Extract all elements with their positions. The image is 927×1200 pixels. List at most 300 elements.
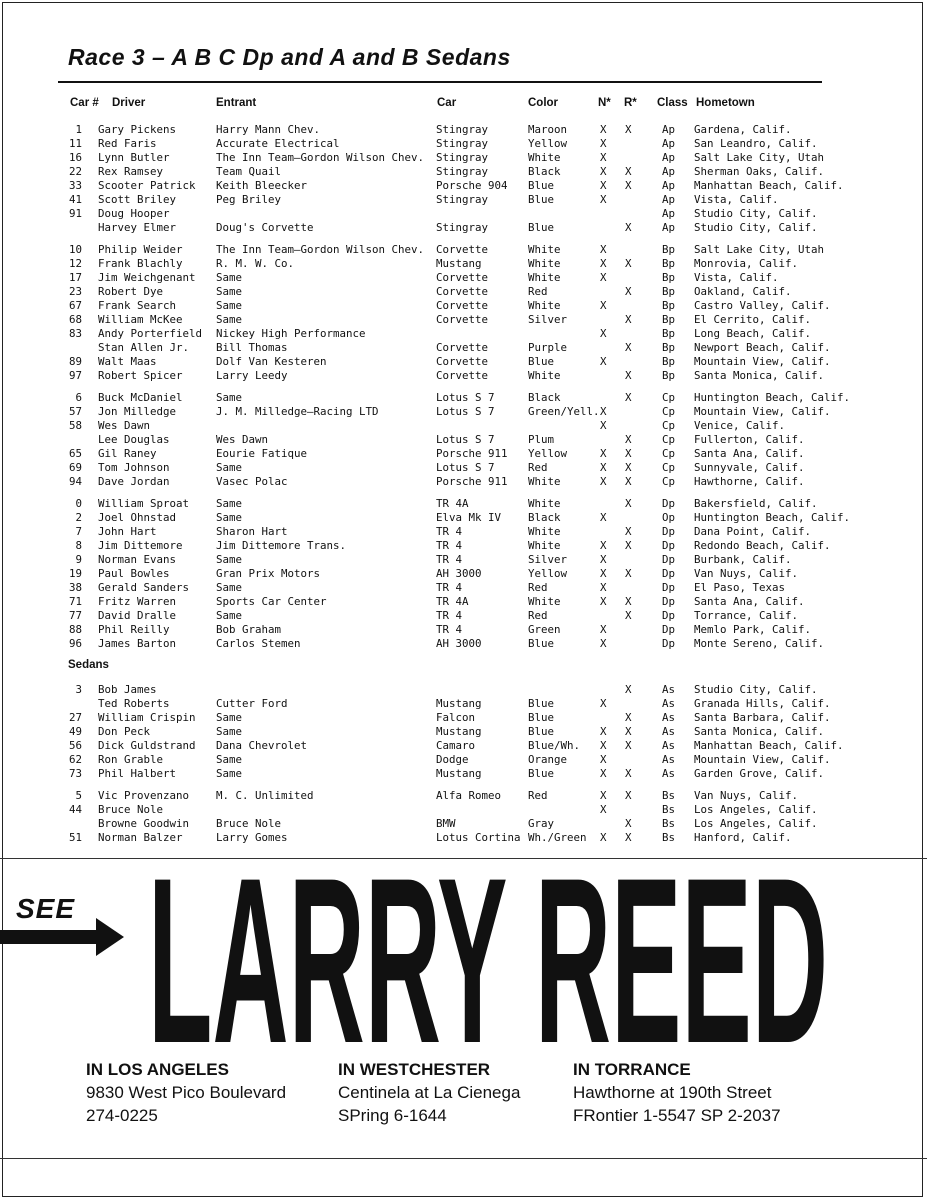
cell-novice-mark: X [600,271,607,284]
cell-class: Bp [662,243,676,256]
cell-hometown: Santa Monica, Calif. [694,725,825,738]
cell-class: Ap [662,207,676,220]
cell-entrant: Harry Mann Chev. [216,123,321,136]
cell-car-number: 88 [68,623,82,636]
cell-car-number: 57 [68,405,82,418]
cell-car-number: 17 [68,271,82,284]
cell-car: Porsche 911 [436,447,508,460]
cell-car: Mustang [436,725,482,738]
cell-hometown: Redondo Beach, Calif. [694,539,831,552]
cell-novice-mark: X [600,137,607,150]
cell-rookie-mark: X [625,711,632,724]
cell-entrant: Same [216,725,243,738]
cell-novice-mark: X [600,355,607,368]
cell-rookie-mark: X [625,497,632,510]
cell-class: Bs [662,789,676,802]
cell-hometown: El Cerrito, Calif. [694,313,812,326]
cell-novice-mark: X [600,767,607,780]
table-row [0,475,927,489]
cell-car-number: 94 [68,475,82,488]
col-header-n: N* [598,97,611,109]
cell-novice-mark: X [600,623,607,636]
cell-rookie-mark: X [625,539,632,552]
cell-car-number: 91 [68,207,82,220]
cell-driver: Gary Pickens [98,123,177,136]
cell-driver: Phil Reilly [98,623,170,636]
table-row [0,179,927,193]
table-row [0,243,927,257]
cell-driver: Norman Evans [98,553,177,566]
table-row [0,553,927,567]
cell-car: Porsche 904 [436,179,508,192]
cell-car: Stingray [436,193,489,206]
cell-car: TR 4 [436,525,463,538]
cell-entrant: Nickey High Performance [216,327,366,340]
cell-rookie-mark: X [625,341,632,354]
cell-driver: Phil Halbert [98,767,177,780]
cell-entrant: Same [216,711,243,724]
cell-entrant: Same [216,271,243,284]
cell-color: Green/Yell. [528,405,600,418]
cell-driver: Tom Johnson [98,461,170,474]
cell-novice-mark: X [600,539,607,552]
cell-color: Silver [528,553,568,566]
cell-driver: Jon Milledge [98,405,177,418]
cell-car: Corvette [436,271,489,284]
cell-color: Green [528,623,561,636]
cell-novice-mark: X [600,553,607,566]
table-row [0,433,927,447]
cell-driver: Robert Spicer [98,369,183,382]
cell-hometown: Newport Beach, Calif. [694,341,831,354]
cell-hometown: Bakersfield, Calif. [694,497,818,510]
cell-novice-mark: X [600,637,607,650]
cell-class: Ap [662,165,676,178]
cell-car: Lotus Cortina [436,831,521,844]
cell-color: Red [528,461,548,474]
cell-color: White [528,525,561,538]
cell-class: Op [662,511,676,524]
cell-color: Blue [528,355,555,368]
cell-novice-mark: X [600,257,607,270]
cell-driver: Jim Dittemore [98,539,183,552]
table-row [0,447,927,461]
cell-color: Black [528,391,561,404]
cell-rookie-mark: X [625,609,632,622]
cell-car: Falcon [436,711,476,724]
cell-driver: James Barton [98,637,177,650]
cell-entrant: Same [216,461,243,474]
cell-novice-mark: X [600,405,607,418]
cell-class: Bp [662,285,676,298]
cell-car: TR 4 [436,553,463,566]
cell-car: TR 4 [436,609,463,622]
cell-entrant: Sharon Hart [216,525,288,538]
cell-rookie-mark: X [625,165,632,178]
cell-color: Blue [528,711,555,724]
cell-driver: Fritz Warren [98,595,177,608]
cell-hometown: Long Beach, Calif. [694,327,812,340]
cell-color: Blue/Wh. [528,739,581,752]
location-torrance [573,1058,781,1127]
cell-car: Stingray [436,137,489,150]
cell-entrant: J. M. Milledge—Racing LTD [216,405,379,418]
table-row [0,725,927,739]
ad-see-text: SEE [16,893,76,924]
cell-driver: William McKee [98,313,183,326]
table-row [0,497,927,511]
cell-entrant: Wes Dawn [216,433,269,446]
cell-class: Bp [662,257,676,270]
cell-class: Dp [662,637,676,650]
cell-class: Dp [662,595,676,608]
cell-class: As [662,739,676,752]
cell-class: Cp [662,391,676,404]
cell-hometown: Los Angeles, Calif. [694,817,818,830]
cell-hometown: Vista, Calif. [694,271,779,284]
cell-hometown: Torrance, Calif. [694,609,799,622]
cell-color: Black [528,165,561,178]
cell-novice-mark: X [600,595,607,608]
cell-color: White [528,151,561,164]
cell-class: Cp [662,461,676,474]
cell-driver: Rex Ramsey [98,165,164,178]
cell-color: Blue [528,637,555,650]
cell-driver: Bruce Nole [98,803,164,816]
cell-car: Stingray [436,123,489,136]
cell-class: Bp [662,313,676,326]
cell-color: Yellow [528,447,568,460]
cell-color: Yellow [528,567,568,580]
cell-novice-mark: X [600,461,607,474]
table-row [0,511,927,525]
cell-class: Bs [662,817,676,830]
location-heading: IN TORRANCE [573,1060,691,1079]
cell-novice-mark: X [600,193,607,206]
cell-car: Lotus S 7 [436,461,495,474]
cell-entrant: Gran Prix Motors [216,567,321,580]
cell-driver: Buck McDaniel [98,391,183,404]
cell-entrant: Team Quail [216,165,282,178]
cell-hometown: Studio City, Calif. [694,683,818,696]
cell-rookie-mark: X [625,285,632,298]
cell-car: Stingray [436,151,489,164]
cell-rookie-mark: X [625,817,632,830]
cell-novice-mark: X [600,803,607,816]
cell-car-number: 7 [75,525,82,538]
cell-entrant: Dolf Van Kesteren [216,355,327,368]
cell-driver: Lynn Butler [98,151,170,164]
table-row [0,767,927,781]
cell-hometown: Granada Hills, Calif. [694,697,831,710]
col-header-entrant: Entrant [216,97,257,109]
cell-class: Bp [662,299,676,312]
cell-car: Alfa Romeo [436,789,502,802]
cell-class: As [662,697,676,710]
cell-novice-mark: X [600,725,607,738]
cell-novice-mark: X [600,327,607,340]
cell-color: Purple [528,341,568,354]
cell-driver: Bob James [98,683,157,696]
cell-car-number: 65 [68,447,82,460]
cell-car: Mustang [436,697,482,710]
cell-color: White [528,539,561,552]
cell-class: Dp [662,623,676,636]
location-heading: IN LOS ANGELES [86,1060,229,1079]
cell-rookie-mark: X [625,525,632,538]
cell-class: Bp [662,327,676,340]
cell-class: Bs [662,803,676,816]
cell-car-number: 97 [68,369,82,382]
cell-driver: Browne Goodwin [98,817,190,830]
cell-hometown: Garden Grove, Calif. [694,767,825,780]
cell-class: Bp [662,369,676,382]
cell-rookie-mark: X [625,739,632,752]
cell-hometown: Mountain View, Calif. [694,405,831,418]
cell-car: Corvette [436,243,489,256]
cell-color: White [528,271,561,284]
cell-car-number: 10 [68,243,82,256]
cell-novice-mark: X [600,447,607,460]
cell-car-number: 62 [68,753,82,766]
cell-class: As [662,711,676,724]
cell-hometown: Sunnyvale, Calif. [694,461,805,474]
cell-driver: Robert Dye [98,285,164,298]
cell-class: Ap [662,193,676,206]
col-header-class: Class [657,97,688,109]
cell-car-number: 49 [68,725,82,738]
cell-class: As [662,725,676,738]
cell-car-number: 68 [68,313,82,326]
cell-color: White [528,299,561,312]
cell-driver: Andy Porterfield [98,327,203,340]
cell-rookie-mark: X [625,461,632,474]
table-row [0,341,927,355]
cell-novice-mark: X [600,831,607,844]
cell-hometown: Hawthorne, Calif. [694,475,805,488]
cell-entrant: Bill Thomas [216,341,288,354]
cell-entrant: Larry Leedy [216,369,288,382]
cell-car: TR 4A [436,497,469,510]
col-header-car-number: Car # [70,97,99,109]
col-header-color: Color [528,97,559,109]
table-row [0,539,927,553]
table-row [0,789,927,803]
table-row [0,595,927,609]
cell-entrant: Same [216,511,243,524]
table-row [0,405,927,419]
cell-car-number: 2 [75,511,82,524]
cell-car-number: 23 [68,285,82,298]
cell-car: Mustang [436,767,482,780]
cell-car: Lotus S 7 [436,391,495,404]
cell-entrant: Same [216,767,243,780]
cell-color: White [528,497,561,510]
table-row [0,711,927,725]
cell-rookie-mark: X [625,447,632,460]
cell-rookie-mark: X [625,567,632,580]
table-row [0,461,927,475]
cell-class: Bs [662,831,676,844]
location-address: Centinela at La Cienega [338,1083,521,1102]
table-row [0,391,927,405]
cell-hometown: Van Nuys, Calif. [694,567,799,580]
cell-entrant: Same [216,581,243,594]
cell-hometown: Monrovia, Calif. [694,257,799,270]
cell-entrant: Same [216,299,243,312]
cell-car-number: 38 [68,581,82,594]
cell-car-number: 56 [68,739,82,752]
cell-car: Camaro [436,739,476,752]
cell-hometown: Santa Ana, Calif. [694,595,805,608]
cell-car-number: 58 [68,419,82,432]
table-row [0,137,927,151]
cell-driver: William Crispin [98,711,196,724]
cell-color: Red [528,285,548,298]
cell-entrant: Same [216,285,243,298]
cell-color: Blue [528,697,555,710]
cell-entrant: Jim Dittemore Trans. [216,539,347,552]
cell-hometown: Sherman Oaks, Calif. [694,165,825,178]
cell-car: BMW [436,817,456,830]
cell-hometown: Salt Lake City, Utah [694,243,825,256]
cell-color: White [528,243,561,256]
cell-driver: Scott Briley [98,193,177,206]
cell-class: Bp [662,341,676,354]
cell-hometown: Vista, Calif. [694,193,779,206]
cell-car-number: 89 [68,355,82,368]
cell-driver: Scooter Patrick [98,179,196,192]
cell-hometown: Van Nuys, Calif. [694,789,799,802]
cell-rookie-mark: X [625,123,632,136]
cell-car: Corvette [436,341,489,354]
cell-driver: Gerald Sanders [98,581,190,594]
cell-novice-mark: X [600,165,607,178]
cell-hometown: Mountain View, Calif. [694,355,831,368]
cell-hometown: Mountain View, Calif. [694,753,831,766]
cell-color: Red [528,609,548,622]
cell-rookie-mark: X [625,257,632,270]
cell-driver: Vic Provenzano [98,789,190,802]
table-row [0,165,927,179]
table-row [0,803,927,817]
table-row [0,697,927,711]
cell-car: TR 4 [436,539,463,552]
table-row [0,355,927,369]
cell-entrant: Same [216,497,243,510]
cell-entrant: Same [216,753,243,766]
cell-car: AH 3000 [436,567,482,580]
location-address: 9830 West Pico Boulevard [86,1083,287,1102]
cell-class: Cp [662,405,676,418]
cell-entrant: Sports Car Center [216,595,327,608]
cell-rookie-mark: X [625,767,632,780]
cell-hometown: Huntington Beach, Calif. [694,511,851,524]
cell-class: Bp [662,355,676,368]
cell-hometown: Huntington Beach, Calif. [694,391,851,404]
table-row [0,683,927,697]
cell-car: Mustang [436,257,482,270]
table-row [0,257,927,271]
cell-rookie-mark: X [625,313,632,326]
cell-hometown: Los Angeles, Calif. [694,803,818,816]
cell-color: White [528,257,561,270]
cell-driver: John Hart [98,525,157,538]
cell-driver: Joel Ohnstad [98,511,177,524]
cell-color: Blue [528,767,555,780]
cell-car: TR 4 [436,623,463,636]
cell-hometown: Santa Ana, Calif. [694,447,805,460]
cell-class: As [662,767,676,780]
cell-car: Lotus S 7 [436,405,495,418]
cell-driver: Gil Raney [98,447,157,460]
cell-entrant: Eourie Fatique [216,447,308,460]
cell-hometown: Castro Valley, Calif. [694,299,831,312]
cell-driver: Dave Jordan [98,475,170,488]
cell-hometown: Santa Monica, Calif. [694,369,825,382]
table-row [0,327,927,341]
cell-rookie-mark: X [625,391,632,404]
cell-hometown: San Leandro, Calif. [694,137,818,150]
cell-rookie-mark: X [625,475,632,488]
cell-driver: William Sproat [98,497,190,510]
cell-car-number: 41 [68,193,82,206]
cell-class: As [662,683,676,696]
cell-color: Blue [528,179,555,192]
ad-name-text: LARRY REED [148,850,828,1056]
location-address: Hawthorne at 190th Street [573,1083,772,1102]
cell-class: As [662,753,676,766]
cell-driver: Don Peck [98,725,151,738]
cell-hometown: Venice, Calif. [694,419,786,432]
col-header-r: R* [624,97,637,109]
cell-color: Blue [528,221,555,234]
table-row [0,609,927,623]
cell-novice-mark: X [600,511,607,524]
cell-class: Dp [662,539,676,552]
cell-color: White [528,595,561,608]
cell-car-number: 12 [68,257,82,270]
cell-class: Cp [662,419,676,432]
location-los-angeles [86,1058,286,1127]
cell-car-number: 69 [68,461,82,474]
cell-car-number: 5 [75,789,82,802]
cell-driver: Frank Search [98,299,177,312]
table-row [0,299,927,313]
cell-rookie-mark: X [625,179,632,192]
cell-rookie-mark: X [625,433,632,446]
cell-entrant: Same [216,609,243,622]
cell-car-number: 73 [68,767,82,780]
cell-class: Cp [662,433,676,446]
cell-car-number: 33 [68,179,82,192]
cell-hometown: Salt Lake City, Utah [694,151,825,164]
cell-class: Bp [662,271,676,284]
cell-color: Black [528,511,561,524]
cell-driver: Paul Bowles [98,567,170,580]
cell-hometown: Hanford, Calif. [694,831,792,844]
cell-car-number: 8 [75,539,82,552]
cell-car: AH 3000 [436,637,482,650]
cell-car-number: 27 [68,711,82,724]
cell-car: Corvette [436,369,489,382]
col-header-car: Car [437,97,457,109]
cell-car: Corvette [436,355,489,368]
cell-driver: Doug Hooper [98,207,170,220]
table-row [0,567,927,581]
table-row [0,151,927,165]
cell-novice-mark: X [600,739,607,752]
